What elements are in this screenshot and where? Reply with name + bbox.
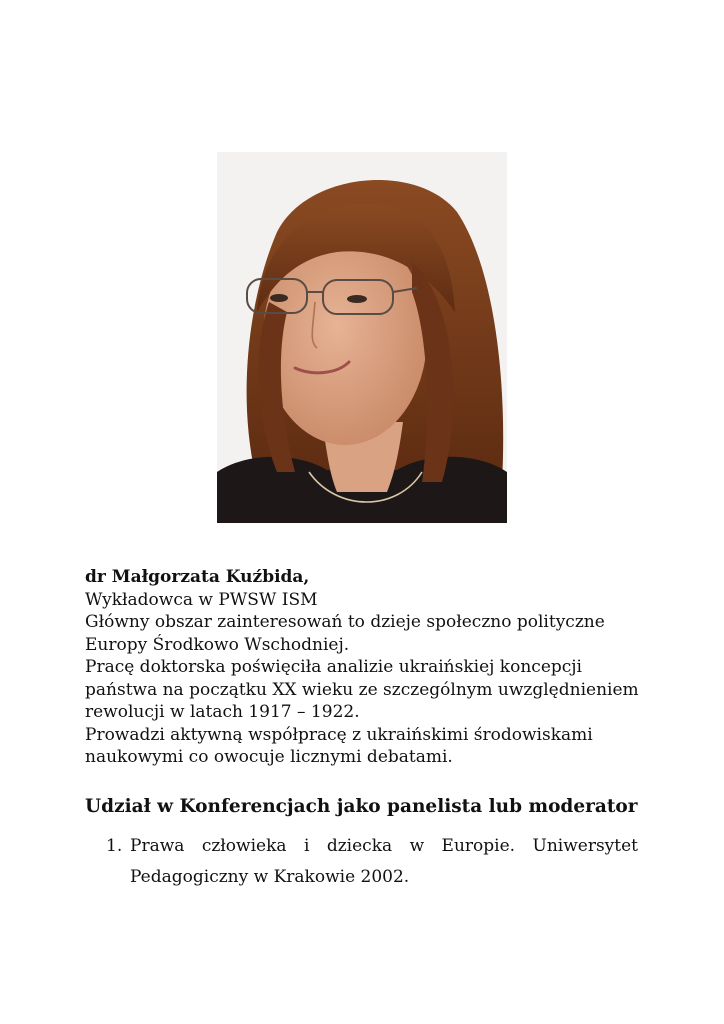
person-name: dr Małgorzata Kuźbida, <box>85 567 310 587</box>
bio-line-doctorate-end: rewolucji w latach 1917 – 1922. <box>85 702 360 722</box>
bio-block <box>85 566 645 769</box>
bio-line-cooperation-cont: naukowymi co owocuje licznymi debatami. <box>85 747 453 767</box>
conferences-heading: Udział w Konferencjach jako panelista lub moderator <box>85 796 638 817</box>
list-item-text-cont: Pedagogiczny w Krakowie 2002. <box>130 867 410 887</box>
list-item-text: Prawa człowieka i dziecka w Europie. Uniwersytet <box>130 836 638 856</box>
bio-line-doctorate: Pracę doktorska poświęciła analizie ukraińskiej koncepcji <box>85 657 582 677</box>
bio-line-interests-cont: Europy Środkowo Wschodniej. <box>85 634 350 655</box>
portrait-photo <box>217 152 507 523</box>
list-item-number: 1. <box>106 836 123 856</box>
bio-line-position: Wykładowca w PWSW ISM <box>85 589 318 610</box>
list-item <box>100 831 638 893</box>
bio-line-interests: Główny obszar zainteresowań to dzieje społeczno polityczne <box>85 612 605 632</box>
bio-line-cooperation: Prowadzi aktywną współpracę z ukraińskimi środowiskami <box>85 724 593 745</box>
conferences-list <box>100 831 638 893</box>
bio-line-doctorate-cont: państwa na początku XX wieku ze szczególnym uwzględnieniem <box>85 679 639 700</box>
